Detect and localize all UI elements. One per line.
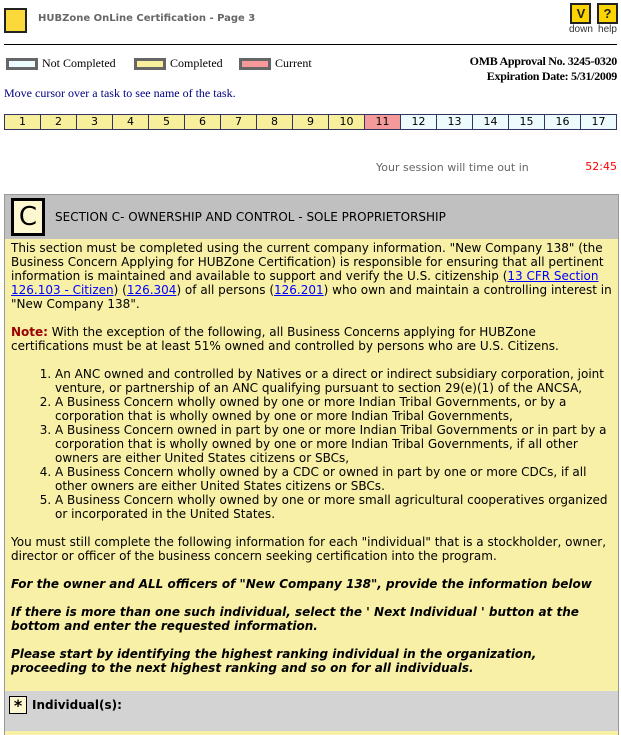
link-cfr-126-103[interactable]: 13 CFR Section 126.103 - Citizen: [11, 269, 599, 297]
section-c-panel: [4, 194, 619, 735]
text: ) (: [113, 283, 127, 297]
intro-paragraph: [11, 241, 612, 311]
list-item: 2. A Business Concern wholly owned by one or more Indian Tribal Governments, or by a corporation that is wholly owned by one or more Indian Tribal Governments,: [55, 395, 612, 423]
help-button[interactable]: [597, 3, 618, 35]
task-17[interactable]: 17: [581, 115, 616, 129]
app-logo: [4, 8, 27, 33]
still-complete-text: You must still complete the following information for each "individual" that is a stockholder, owner, director or officer of the business concern seeking certification into the program.: [11, 535, 607, 563]
task-16[interactable]: 16: [545, 115, 581, 129]
legend-label: Not Completed: [42, 56, 116, 70]
list-item: 1. An ANC owned and controlled by Natives or a direct or indirect subsidiary corporation, joint venture, or partnership of an ANC qualifying pursuant to section 29(e)(1) of the ANCSA,: [55, 367, 612, 395]
task-bar: [4, 114, 617, 130]
section-title: SECTION C- OWNERSHIP AND CONTROL - SOLE PROPRIETORSHIP: [55, 210, 446, 224]
task-6[interactable]: 6: [185, 115, 221, 129]
task-15[interactable]: 15: [509, 115, 545, 129]
task-7[interactable]: 7: [221, 115, 257, 129]
legend-swatch: [134, 58, 166, 70]
expiration-date: Expiration Date: 5/31/2009: [486, 69, 617, 83]
instruction-2: If there is more than one such individual, select the ' Next Individual ' button at the bottom and enter the requested information.: [11, 605, 579, 633]
legend-completed: [134, 56, 223, 71]
session-label: Your session will time out in: [376, 161, 529, 174]
omb-approval: OMB Approval No. 3245-0320: [469, 54, 617, 68]
exceptions-list: [11, 367, 612, 521]
down-label: down: [569, 24, 593, 35]
task-8[interactable]: 8: [257, 115, 293, 129]
task-9[interactable]: 9: [293, 115, 329, 129]
legend-not-completed: [6, 56, 116, 71]
help-icon: ?: [597, 3, 618, 24]
list-item: 5. A Business Concern wholly owned by one or more small agricultural cooperatives organized or incorporated in the United States.: [55, 493, 612, 521]
text: ) who own and maintain a controlling interest in "New Company 138".: [11, 283, 612, 311]
task-11[interactable]: 11: [365, 115, 401, 129]
task-4[interactable]: 4: [113, 115, 149, 129]
list-item: 4. A Business Concern wholly owned by a CDC or owned in part by one or more CDCs, if all other owners are either United States citizens or SBCs.: [55, 465, 612, 493]
down-button[interactable]: [569, 3, 593, 35]
legend-current: [239, 56, 312, 71]
task-10[interactable]: 10: [329, 115, 365, 129]
task-3[interactable]: 3: [77, 115, 113, 129]
section-letter-icon: C: [11, 198, 45, 236]
link-126-201[interactable]: 126.201: [274, 283, 324, 297]
task-5[interactable]: 5: [149, 115, 185, 129]
instruction-1: For the owner and ALL officers of "New Company 138", provide the information below: [11, 577, 592, 591]
individuals-header: [5, 691, 618, 731]
task-12[interactable]: 12: [401, 115, 437, 129]
section-header: [5, 195, 618, 239]
omb-info: [470, 54, 617, 84]
app-title: HUBZone OnLine Certification - Page 3: [38, 13, 256, 24]
chevron-down-icon: V: [570, 3, 591, 24]
note-paragraph: [11, 325, 612, 353]
legend-label: Completed: [170, 56, 223, 70]
list-item: 3. A Business Concern owned in part by one or more Indian Tribal Governments or in part by a corporation that is wholly owned by one or more Indian Tribal Governments, if all other owners are either United States citizens or SBCs,: [55, 423, 612, 465]
legend-swatch: [6, 58, 38, 70]
individuals-label: Individual(s):: [32, 698, 122, 712]
legend-swatch: [239, 58, 271, 70]
task-2[interactable]: 2: [41, 115, 77, 129]
link-126-304[interactable]: 126.304: [126, 283, 177, 297]
section-body: [5, 239, 618, 675]
text: This section must be completed using the current company information. "New Company 138" (the Business Concern Applying for HUBZone Certification) is responsible for ensuring that all pertinent information is maintained and available to support and verify the U.S. citizenship (: [11, 241, 604, 283]
help-label: help: [598, 24, 617, 35]
asterisk-icon: *: [9, 696, 27, 714]
text: ) of all persons (: [176, 283, 275, 297]
task-13[interactable]: 13: [437, 115, 473, 129]
instruction-3: Please start by identifying the highest ranking individual in the organization, proceeding to the next highest ranking and so on for all individuals.: [11, 647, 537, 675]
task-14[interactable]: 14: [473, 115, 509, 129]
legend-label: Current: [275, 56, 312, 70]
note-label: Note:: [11, 325, 48, 339]
note-text: With the exception of the following, all Business Concerns applying for HUBZone certifications must be at least 51% owned and controlled by persons who are U.S. Citizens.: [11, 325, 559, 353]
task-1[interactable]: 1: [5, 115, 41, 129]
session-timer: 52:45: [585, 160, 617, 173]
header-divider: [4, 44, 617, 45]
task-hint: Move cursor over a task to see name of the task.: [4, 86, 236, 100]
